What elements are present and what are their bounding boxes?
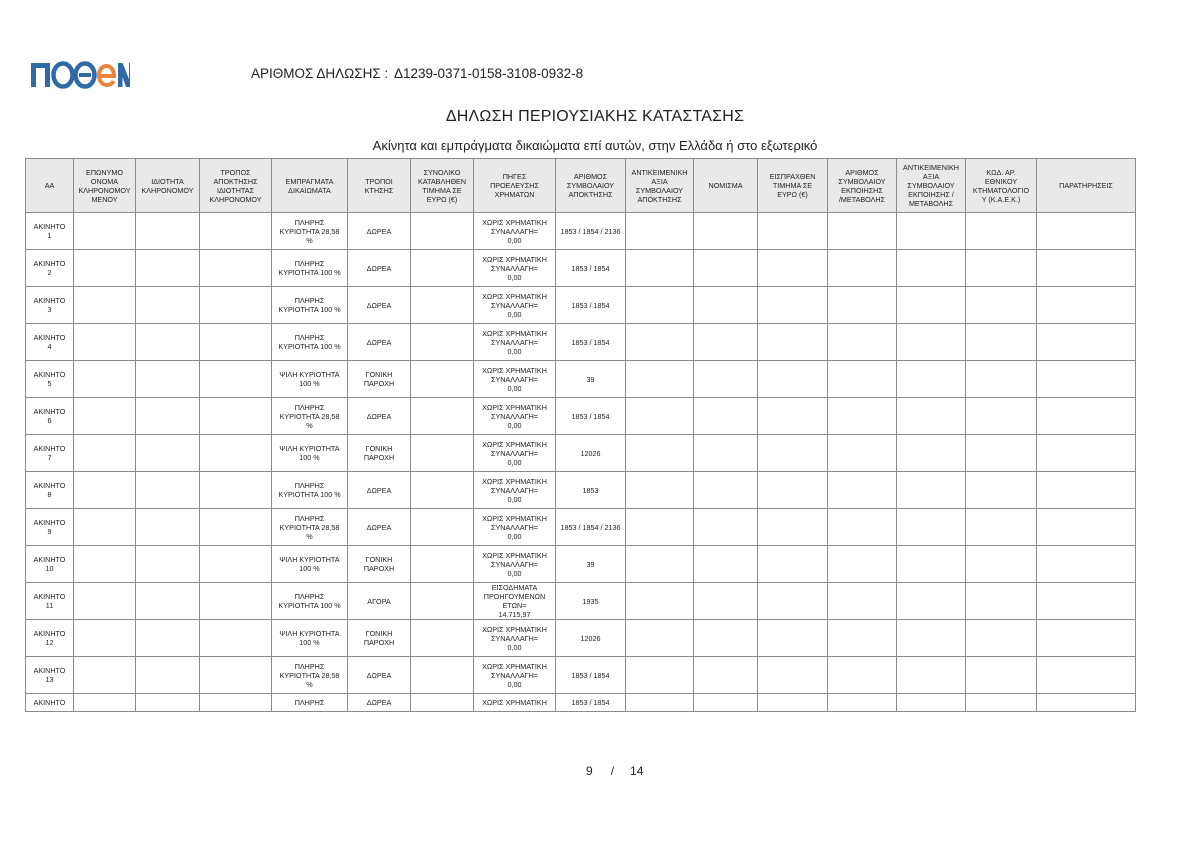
table-row bbox=[26, 509, 1136, 546]
table-cell bbox=[966, 398, 1037, 435]
table-cell bbox=[74, 472, 136, 509]
table-row bbox=[26, 657, 1136, 694]
table-cell bbox=[1037, 324, 1136, 361]
table-cell: ΔΩΡΕΑ bbox=[348, 694, 411, 712]
page-total: 14 bbox=[630, 764, 644, 778]
table-cell: 1853 / 1854 bbox=[556, 287, 626, 324]
table-cell bbox=[1037, 250, 1136, 287]
table-cell bbox=[136, 694, 200, 712]
table-cell: ΧΩΡΙΣ ΧΡΗΜΑΤΙΚΗ ΣΥΝΑΛΛΑΓΗ= 0,00 bbox=[474, 657, 556, 694]
table-cell bbox=[758, 398, 828, 435]
table-cell bbox=[200, 213, 272, 250]
table-cell bbox=[966, 583, 1037, 620]
table-cell bbox=[74, 250, 136, 287]
table-cell bbox=[694, 583, 758, 620]
table-cell bbox=[828, 546, 897, 583]
table-row bbox=[26, 361, 1136, 398]
table-cell bbox=[758, 509, 828, 546]
table-cell bbox=[694, 509, 758, 546]
table-cell bbox=[897, 620, 966, 657]
table-cell: ΑΚΙΝΗΤΟ 2 bbox=[26, 250, 74, 287]
table-cell bbox=[694, 657, 758, 694]
column-header: ΝΟΜΙΣΜΑ bbox=[694, 159, 758, 213]
table-cell: ΔΩΡΕΑ bbox=[348, 472, 411, 509]
table-cell bbox=[411, 435, 474, 472]
table-cell: ΨΙΛΗ ΚΥΡΙΟΤΗΤΑ 100 % bbox=[272, 435, 348, 472]
declaration-number-line bbox=[251, 66, 583, 81]
table-cell bbox=[758, 694, 828, 712]
table-cell: ΧΩΡΙΣ ΧΡΗΜΑΤΙΚΗ ΣΥΝΑΛΛΑΓΗ= 0,00 bbox=[474, 250, 556, 287]
table-cell bbox=[828, 583, 897, 620]
table-cell: 1853 / 1854 bbox=[556, 657, 626, 694]
table-cell: ΔΩΡΕΑ bbox=[348, 324, 411, 361]
table-cell bbox=[897, 694, 966, 712]
table-cell bbox=[828, 324, 897, 361]
table-cell bbox=[136, 583, 200, 620]
pothen-logo bbox=[30, 61, 130, 89]
table-cell bbox=[758, 361, 828, 398]
table-cell: ΠΛΗΡΗΣ ΚΥΡΙΟΤΗΤΑ 100 % bbox=[272, 250, 348, 287]
column-header: ΣΥΝΟΛΙΚΟ ΚΑΤΑΒΛΗΘΕΝ ΤΙΜΗΜΑ ΣΕ ΕΥΡΩ (€) bbox=[411, 159, 474, 213]
table-cell bbox=[411, 694, 474, 712]
table-cell bbox=[897, 657, 966, 694]
table-cell bbox=[136, 287, 200, 324]
table-cell: ΨΙΛΗ ΚΥΡΙΟΤΗΤΑ 100 % bbox=[272, 620, 348, 657]
table-row bbox=[26, 324, 1136, 361]
table-cell: 1853 / 1854 bbox=[556, 398, 626, 435]
table-cell bbox=[200, 250, 272, 287]
table-row bbox=[26, 472, 1136, 509]
table-cell: ΑΚΙΝΗΤΟ 11 bbox=[26, 583, 74, 620]
table-cell bbox=[136, 472, 200, 509]
table-cell bbox=[758, 472, 828, 509]
table-cell: ΧΩΡΙΣ ΧΡΗΜΑΤΙΚΗ ΣΥΝΑΛΛΑΓΗ= 0,00 bbox=[474, 472, 556, 509]
table-row bbox=[26, 435, 1136, 472]
table-cell bbox=[758, 620, 828, 657]
table-cell bbox=[74, 657, 136, 694]
table-row bbox=[26, 694, 1136, 712]
table-cell bbox=[74, 213, 136, 250]
column-header: ΙΔΙΟΤΗΤΑ ΚΛΗΡΟΝΟΜΟΥ bbox=[136, 159, 200, 213]
pothen-logo-graphic bbox=[30, 61, 130, 89]
table-cell bbox=[1037, 546, 1136, 583]
table-cell: ΑΚΙΝΗΤΟ bbox=[26, 694, 74, 712]
table-cell bbox=[828, 287, 897, 324]
table-cell bbox=[626, 435, 694, 472]
table-cell: ΔΩΡΕΑ bbox=[348, 250, 411, 287]
table-cell: 1853 / 1854 / 2136 bbox=[556, 509, 626, 546]
table-cell bbox=[200, 435, 272, 472]
table-cell bbox=[897, 435, 966, 472]
table-cell bbox=[411, 546, 474, 583]
table-cell bbox=[74, 361, 136, 398]
table-cell bbox=[694, 361, 758, 398]
table-cell bbox=[966, 213, 1037, 250]
table-cell bbox=[828, 620, 897, 657]
table-cell: ΓΟΝΙΚΗ ΠΑΡΟΧΗ bbox=[348, 546, 411, 583]
property-table bbox=[25, 158, 1136, 712]
table-cell: ΑΚΙΝΗΤΟ 9 bbox=[26, 509, 74, 546]
table-row bbox=[26, 287, 1136, 324]
table-cell bbox=[626, 472, 694, 509]
table-cell bbox=[758, 287, 828, 324]
section-subtitle: Ακίνητα και εμπράγματα δικαιώματα επί αυτών, στην Ελλάδα ή στο εξωτερικό bbox=[372, 138, 818, 153]
column-header: ΤΡΟΠΟΣ ΑΠΟΚΤΗΣΗΣ ΙΔΙΟΤΗΤΑΣ ΚΛΗΡΟΝΟΜΟΥ bbox=[200, 159, 272, 213]
table-cell bbox=[136, 435, 200, 472]
table-cell: 1935 bbox=[556, 583, 626, 620]
table-cell bbox=[897, 509, 966, 546]
table-cell: ΧΩΡΙΣ ΧΡΗΜΑΤΙΚΗ ΣΥΝΑΛΛΑΓΗ= 0,00 bbox=[474, 361, 556, 398]
table-cell bbox=[1037, 287, 1136, 324]
table-cell bbox=[966, 287, 1037, 324]
table-cell bbox=[74, 398, 136, 435]
table-cell bbox=[966, 361, 1037, 398]
table-row bbox=[26, 213, 1136, 250]
page-current: 9 bbox=[586, 764, 593, 778]
column-header: ΤΡΟΠΟΙ ΚΤΗΣΗΣ bbox=[348, 159, 411, 213]
column-header: ΕΜΠΡΑΓΜΑΤΑ ΔΙΚΑΙΩΜΑΤΑ bbox=[272, 159, 348, 213]
table-cell bbox=[200, 620, 272, 657]
table-cell bbox=[897, 472, 966, 509]
table-cell bbox=[1037, 583, 1136, 620]
column-header: ΑΑ bbox=[26, 159, 74, 213]
table-cell bbox=[74, 620, 136, 657]
table-cell bbox=[828, 694, 897, 712]
table-cell: 39 bbox=[556, 546, 626, 583]
table-cell bbox=[897, 546, 966, 583]
table-cell: ΧΩΡΙΣ ΧΡΗΜΑΤΙΚΗ ΣΥΝΑΛΛΑΓΗ= 0,00 bbox=[474, 546, 556, 583]
table-cell bbox=[828, 657, 897, 694]
table-cell bbox=[897, 361, 966, 398]
table-cell bbox=[74, 435, 136, 472]
table-cell: ΠΛΗΡΗΣ ΚΥΡΙΟΤΗΤΑ 28,58 % bbox=[272, 657, 348, 694]
table-cell: ΑΚΙΝΗΤΟ 1 bbox=[26, 213, 74, 250]
table-cell bbox=[694, 694, 758, 712]
table-cell bbox=[74, 546, 136, 583]
table-cell bbox=[200, 398, 272, 435]
table-cell bbox=[136, 324, 200, 361]
column-header: ΕΙΣΠΡΑΧΘΕΝ ΤΙΜΗΜΑ ΣΕ ΕΥΡΩ (€) bbox=[758, 159, 828, 213]
table-cell bbox=[1037, 213, 1136, 250]
table-cell: ΠΛΗΡΗΣ ΚΥΡΙΟΤΗΤΑ 100 % bbox=[272, 583, 348, 620]
table-cell: ΑΚΙΝΗΤΟ 3 bbox=[26, 287, 74, 324]
table-cell bbox=[411, 287, 474, 324]
table-cell bbox=[966, 546, 1037, 583]
table-cell bbox=[828, 435, 897, 472]
table-cell bbox=[200, 694, 272, 712]
table-cell: ΧΩΡΙΣ ΧΡΗΜΑΤΙΚΗ ΣΥΝΑΛΛΑΓΗ= 0,00 bbox=[474, 213, 556, 250]
table-cell: ΑΚΙΝΗΤΟ 6 bbox=[26, 398, 74, 435]
table-cell bbox=[74, 509, 136, 546]
table-cell bbox=[74, 583, 136, 620]
table-cell bbox=[1037, 398, 1136, 435]
table-cell: ΠΛΗΡΗΣ ΚΥΡΙΟΤΗΤΑ 28,58 % bbox=[272, 213, 348, 250]
table-cell bbox=[411, 250, 474, 287]
table-cell bbox=[897, 287, 966, 324]
table-cell: ΑΚΙΝΗΤΟ 7 bbox=[26, 435, 74, 472]
column-header: ΑΡΙΘΜΟΣ ΣΥΜΒΟΛΑΙΟΥ ΕΚΠΟΙΗΣΗΣ /ΜΕΤΑΒΟΛΗΣ bbox=[828, 159, 897, 213]
table-cell bbox=[1037, 657, 1136, 694]
table-cell: 39 bbox=[556, 361, 626, 398]
table-cell: ΓΟΝΙΚΗ ΠΑΡΟΧΗ bbox=[348, 620, 411, 657]
declaration-label: ΑΡΙΘΜΟΣ ΔΗΛΩΣΗΣ : bbox=[251, 66, 389, 81]
table-cell bbox=[136, 509, 200, 546]
table-cell bbox=[411, 583, 474, 620]
table-cell: ΔΩΡΕΑ bbox=[348, 657, 411, 694]
table-cell bbox=[1037, 620, 1136, 657]
table-cell bbox=[200, 657, 272, 694]
table-cell bbox=[626, 324, 694, 361]
table-cell bbox=[411, 472, 474, 509]
table-cell: ΔΩΡΕΑ bbox=[348, 509, 411, 546]
table-cell: 12026 bbox=[556, 620, 626, 657]
page-title: ΔΗΛΩΣΗ ΠΕΡΙΟΥΣΙΑΚΗΣ ΚΑΤΑΣΤΑΣΗΣ bbox=[445, 108, 745, 125]
table-cell bbox=[411, 213, 474, 250]
table-cell: ΑΚΙΝΗΤΟ 5 bbox=[26, 361, 74, 398]
table-cell: ΨΙΛΗ ΚΥΡΙΟΤΗΤΑ 100 % bbox=[272, 361, 348, 398]
column-header: ΑΝΤΙΚΕΙΜΕΝΙΚΗ ΑΞΙΑ ΣΥΜΒΟΛΑΙΟΥ ΕΚΠΟΙΗΣΗΣ / ΜΕΤΑΒΟΛΗΣ bbox=[897, 159, 966, 213]
table-cell: ΑΚΙΝΗΤΟ 10 bbox=[26, 546, 74, 583]
table-cell: ΓΟΝΙΚΗ ΠΑΡΟΧΗ bbox=[348, 435, 411, 472]
table-cell: ΠΛΗΡΗΣ ΚΥΡΙΟΤΗΤΑ 28,58 % bbox=[272, 398, 348, 435]
table-cell bbox=[966, 250, 1037, 287]
table-cell bbox=[897, 583, 966, 620]
table-cell bbox=[966, 694, 1037, 712]
table-cell bbox=[626, 213, 694, 250]
table-cell bbox=[828, 250, 897, 287]
table-cell: ΑΓΟΡΑ bbox=[348, 583, 411, 620]
table-cell bbox=[626, 583, 694, 620]
table-cell bbox=[136, 620, 200, 657]
table-cell bbox=[694, 287, 758, 324]
table-cell: ΧΩΡΙΣ ΧΡΗΜΑΤΙΚΗ ΣΥΝΑΛΛΑΓΗ= 0,00 bbox=[474, 509, 556, 546]
table-cell: ΕΙΣΟΔΗΜΑΤΑ ΠΡΟΗΓΟΥΜΕΝΩΝ ΕΤΩΝ= 14.715,97 bbox=[474, 583, 556, 620]
table-cell bbox=[758, 250, 828, 287]
table-cell bbox=[828, 361, 897, 398]
table-header-row bbox=[26, 159, 1136, 213]
table-cell bbox=[966, 435, 1037, 472]
table-cell bbox=[136, 546, 200, 583]
table-cell bbox=[966, 472, 1037, 509]
table-cell bbox=[694, 398, 758, 435]
table-row bbox=[26, 398, 1136, 435]
table-cell: ΑΚΙΝΗΤΟ 8 bbox=[26, 472, 74, 509]
table-row bbox=[26, 583, 1136, 620]
page-separator: / bbox=[610, 764, 615, 778]
table-body bbox=[26, 213, 1136, 712]
table-cell bbox=[411, 657, 474, 694]
table-cell bbox=[966, 657, 1037, 694]
table-cell bbox=[1037, 694, 1136, 712]
table-cell bbox=[411, 361, 474, 398]
table-cell: ΧΩΡΙΣ ΧΡΗΜΑΤΙΚΗ ΣΥΝΑΛΛΑΓΗ= 0,00 bbox=[474, 324, 556, 361]
table-cell bbox=[897, 398, 966, 435]
table-cell bbox=[828, 398, 897, 435]
table-cell bbox=[758, 213, 828, 250]
table-cell bbox=[1037, 509, 1136, 546]
table-cell: ΓΟΝΙΚΗ ΠΑΡΟΧΗ bbox=[348, 361, 411, 398]
table-cell: ΑΚΙΝΗΤΟ 4 bbox=[26, 324, 74, 361]
table-cell bbox=[966, 620, 1037, 657]
table-cell bbox=[828, 472, 897, 509]
table-cell: ΔΩΡΕΑ bbox=[348, 287, 411, 324]
table-cell bbox=[200, 287, 272, 324]
table-cell bbox=[74, 694, 136, 712]
table-cell bbox=[626, 398, 694, 435]
table-cell bbox=[758, 657, 828, 694]
table-cell bbox=[136, 361, 200, 398]
table-cell bbox=[626, 694, 694, 712]
table-cell: ΠΛΗΡΗΣ ΚΥΡΙΟΤΗΤΑ 100 % bbox=[272, 324, 348, 361]
table-cell bbox=[200, 324, 272, 361]
table-cell bbox=[200, 361, 272, 398]
table-cell bbox=[758, 324, 828, 361]
table-cell bbox=[626, 287, 694, 324]
table-cell: 1853 / 1854 bbox=[556, 694, 626, 712]
table-cell bbox=[200, 583, 272, 620]
column-header: ΠΑΡΑΤΗΡΗΣΕΙΣ bbox=[1037, 159, 1136, 213]
table-cell: ΧΩΡΙΣ ΧΡΗΜΑΤΙΚΗ ΣΥΝΑΛΛΑΓΗ= 0,00 bbox=[474, 620, 556, 657]
table-cell bbox=[411, 620, 474, 657]
table-cell bbox=[200, 509, 272, 546]
table-cell: ΠΛΗΡΗΣ ΚΥΡΙΟΤΗΤΑ 100 % bbox=[272, 472, 348, 509]
table-cell bbox=[411, 398, 474, 435]
table-row bbox=[26, 546, 1136, 583]
table-cell bbox=[897, 324, 966, 361]
table-cell: ΔΩΡΕΑ bbox=[348, 213, 411, 250]
table-cell: 1853 / 1854 / 2136 bbox=[556, 213, 626, 250]
table-cell bbox=[897, 250, 966, 287]
column-header: ΕΠΩΝΥΜΟ ΟΝΟΜΑ ΚΛΗΡΟΝΟΜΟΥ ΜΕΝΟΥ bbox=[74, 159, 136, 213]
table-cell bbox=[828, 213, 897, 250]
column-header: ΑΡΙΘΜΟΣ ΣΥΜΒΟΛΑΙΟΥ ΑΠΟΚΤΗΣΗΣ bbox=[556, 159, 626, 213]
table-cell: ΧΩΡΙΣ ΧΡΗΜΑΤΙΚΗ ΣΥΝΑΛΛΑΓΗ= 0,00 bbox=[474, 398, 556, 435]
table-cell bbox=[1037, 435, 1136, 472]
table-row bbox=[26, 620, 1136, 657]
table-cell: ΧΩΡΙΣ ΧΡΗΜΑΤΙΚΗ ΣΥΝΑΛΛΑΓΗ= 0,00 bbox=[474, 435, 556, 472]
column-header: ΑΝΤΙΚΕΙΜΕΝΙΚΗ ΑΞΙΑ ΣΥΜΒΟΛΑΙΟΥ ΑΠΟΚΤΗΣΗΣ bbox=[626, 159, 694, 213]
table-cell: ΑΚΙΝΗΤΟ 12 bbox=[26, 620, 74, 657]
table-cell bbox=[626, 657, 694, 694]
table-cell: 1853 / 1854 bbox=[556, 250, 626, 287]
table-cell bbox=[694, 620, 758, 657]
table-cell bbox=[136, 657, 200, 694]
table-cell: ΨΙΛΗ ΚΥΡΙΟΤΗΤΑ 100 % bbox=[272, 546, 348, 583]
table-cell bbox=[694, 324, 758, 361]
table-cell bbox=[758, 546, 828, 583]
table-cell bbox=[74, 287, 136, 324]
page-number bbox=[586, 764, 643, 778]
table-cell: ΧΩΡΙΣ ΧΡΗΜΑΤΙΚΗ bbox=[474, 694, 556, 712]
table-cell bbox=[411, 324, 474, 361]
table-cell: 1853 / 1854 bbox=[556, 324, 626, 361]
table-cell: 12026 bbox=[556, 435, 626, 472]
table-cell bbox=[200, 472, 272, 509]
table-cell bbox=[694, 435, 758, 472]
table-cell bbox=[200, 546, 272, 583]
table-cell bbox=[828, 509, 897, 546]
table-cell bbox=[966, 509, 1037, 546]
table-cell: ΧΩΡΙΣ ΧΡΗΜΑΤΙΚΗ ΣΥΝΑΛΛΑΓΗ= 0,00 bbox=[474, 287, 556, 324]
table-cell: ΠΛΗΡΗΣ ΚΥΡΙΟΤΗΤΑ 100 % bbox=[272, 287, 348, 324]
table-cell: ΠΛΗΡΗΣ ΚΥΡΙΟΤΗΤΑ 28,58 % bbox=[272, 509, 348, 546]
table-cell bbox=[136, 398, 200, 435]
table-cell bbox=[1037, 472, 1136, 509]
table-cell bbox=[626, 361, 694, 398]
table-cell: 1853 bbox=[556, 472, 626, 509]
table-cell bbox=[966, 324, 1037, 361]
table-cell: ΑΚΙΝΗΤΟ 13 bbox=[26, 657, 74, 694]
column-header: ΠΗΓΕΣ ΠΡΟΕΛΕΥΣΗΣ ΧΡΗΜΑΤΩΝ bbox=[474, 159, 556, 213]
table-cell bbox=[758, 435, 828, 472]
table-cell: ΔΩΡΕΑ bbox=[348, 398, 411, 435]
table-cell bbox=[411, 509, 474, 546]
table-cell bbox=[694, 250, 758, 287]
table-cell bbox=[626, 620, 694, 657]
table-cell bbox=[626, 250, 694, 287]
table-cell bbox=[1037, 361, 1136, 398]
table-cell bbox=[694, 472, 758, 509]
table-cell bbox=[74, 324, 136, 361]
table-cell bbox=[626, 546, 694, 583]
table-cell bbox=[758, 583, 828, 620]
table-row bbox=[26, 250, 1136, 287]
table-cell bbox=[626, 509, 694, 546]
declaration-number: Δ1239-0371-0158-3108-0932-8 bbox=[393, 66, 584, 81]
table-cell bbox=[897, 213, 966, 250]
column-header: ΚΩΔ. ΑΡ. ΕΘΝΙΚΟΥ ΚΤΗΜΑΤΟΛΟΓΙΟ Υ (Κ.Α.Ε.Κ.) bbox=[966, 159, 1037, 213]
table-cell bbox=[136, 213, 200, 250]
table-cell: ΠΛΗΡΗΣ bbox=[272, 694, 348, 712]
table-cell bbox=[694, 546, 758, 583]
table-cell bbox=[694, 213, 758, 250]
table-cell bbox=[136, 250, 200, 287]
